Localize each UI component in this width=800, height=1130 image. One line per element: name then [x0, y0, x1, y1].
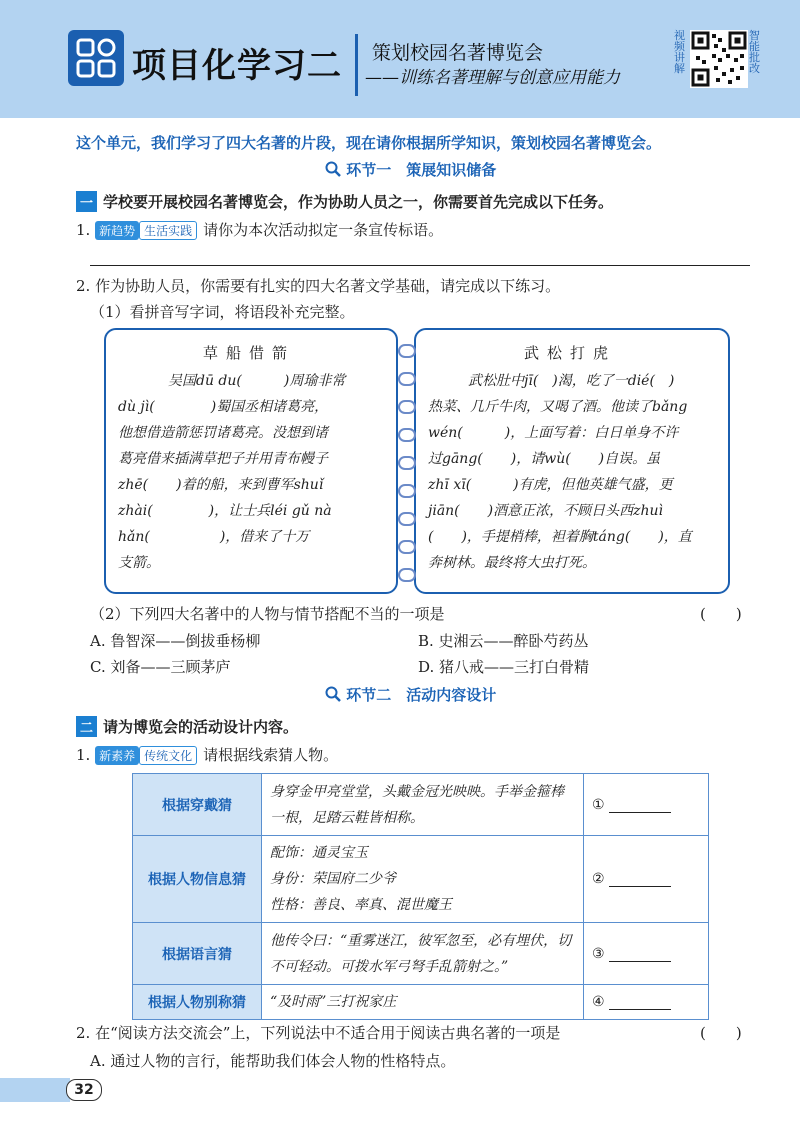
answer-number: ③	[592, 945, 605, 962]
card-left-line: zhài( )，让士兵léi gǔ nà	[118, 503, 332, 519]
card-right-line: wén( )，上面写着：白日单身不许	[428, 425, 679, 441]
card-left-line: 葛亮借来插满草把子并用青布幔子	[118, 451, 328, 467]
question-2-2-answer-paren[interactable]: ( )	[700, 605, 742, 623]
answer-line[interactable]	[609, 947, 671, 962]
card-left-line: 吴国dū du( )周瑜非常	[168, 373, 346, 389]
card-left-line: 支箭。	[118, 555, 160, 571]
binder-ring-icon	[398, 428, 416, 442]
row-label: 根据穿戴猜	[133, 774, 262, 836]
qr-label-grading: 智能批改	[749, 29, 760, 75]
part2-badge: 二	[76, 716, 97, 737]
binder-ring-icon	[398, 344, 416, 358]
card-right-line: ( )，手提梢棒，袒着胸táng( )，直	[428, 529, 692, 545]
card-left-body	[118, 368, 390, 576]
part2-instruction	[76, 716, 298, 737]
card-left-line: dù jì( )蜀国丞相诸葛亮，	[118, 399, 329, 415]
row-clue: 他传令曰：“重雾迷江，彼军忽至，必有埋伏，切不可轻动。可拨水军弓弩手乱箭射之。”	[262, 923, 584, 985]
row-label: 根据人物信息猜	[133, 836, 262, 923]
page-title: 项目化学习二	[132, 46, 342, 86]
option-d[interactable]: D. 猪八戒——三打白骨精	[418, 658, 590, 676]
stage2-option-a[interactable]: A. 通过人物的言行，能帮助我们体会人物的性格特点。	[90, 1052, 456, 1070]
header-subtitle: 策划校园名著博览会	[372, 42, 544, 64]
answer-cell[interactable]	[584, 774, 709, 836]
qr-label-video: 视频讲解	[674, 29, 685, 75]
answer-number: ①	[592, 796, 605, 813]
header-divider	[355, 34, 358, 96]
answer-number: ④	[592, 994, 605, 1010]
binder-ring-icon	[398, 400, 416, 414]
guess-character-table	[132, 773, 709, 1020]
qr-code-icon[interactable]	[690, 30, 748, 88]
option-c[interactable]: C. 刘备——三顾茅庐	[90, 658, 231, 676]
answer-line[interactable]	[609, 872, 671, 887]
part1-instruction	[76, 191, 613, 212]
option-b[interactable]: B. 史湘云——醉卧芍药丛	[418, 632, 589, 650]
stage2-title: 环节二 活动内容设计	[346, 686, 497, 704]
stage1-title: 环节一 策展知识储备	[346, 161, 497, 179]
card-left-title: 草船借箭	[202, 344, 295, 362]
stage2-question-1-text: 请根据线索猜人物。	[203, 746, 339, 764]
trend-tag: 新趋势	[95, 221, 139, 240]
binder-ring-icon	[398, 456, 416, 470]
stage2-question-2-text: 2. 在“阅读方法交流会”上，下列说法中不适合用于阅读古典名著的一项是	[76, 1024, 561, 1042]
row-clue: 身穿金甲亮堂堂，头戴金冠光映映。手举金箍棒一根，足踏云鞋皆相称。	[262, 774, 584, 836]
stage2-question-1-number: 1.	[76, 746, 91, 764]
unit-intro: 这个单元，我们学习了四大名著的片段，现在请你根据所学知识，策划校园名著博览会。	[76, 134, 662, 152]
part1-badge: 一	[76, 191, 97, 212]
answer-line[interactable]	[609, 995, 671, 1010]
page-tab	[0, 1078, 70, 1102]
question-1-text: 请你为本次活动拟定一条宣传标语。	[203, 221, 444, 239]
answer-cell[interactable]	[584, 923, 709, 985]
card-right-line: 武松肚中jī( )渴，吃了一dié( )	[468, 373, 675, 389]
part2-text: 请为博览会的活动设计内容。	[103, 718, 299, 736]
question-2-1-text: （1）看拼音写字词，将语段补充完整。	[90, 303, 355, 321]
binder-ring-icon	[398, 484, 416, 498]
row-label: 根据语言猜	[133, 923, 262, 985]
card-left-line: zhē( )着的船，来到曹军shuǐ	[118, 477, 324, 493]
binder-ring-icon	[398, 568, 416, 582]
table-row	[133, 923, 709, 985]
row-label: 根据人物别称猜	[133, 985, 262, 1020]
culture-tag: 传统文化	[139, 746, 197, 765]
card-right-line: 奔树林。最终将大虫打死。	[428, 555, 596, 571]
answer-cell[interactable]	[584, 836, 709, 923]
answer-number: ②	[592, 871, 605, 887]
table-row	[133, 774, 709, 836]
card-right-line: zhī xī( )有虎，但他英雄气盛，更	[428, 477, 673, 493]
row-clue: “及时雨”三打祝家庄	[262, 985, 584, 1020]
stage2-question-2-answer-paren[interactable]: ( )	[700, 1024, 742, 1042]
practice-tag: 生活实践	[139, 221, 197, 240]
binder-ring-icon	[398, 372, 416, 386]
question-2-text: 2. 作为协助人员，你需要有扎实的四大名著文学基础，请完成以下练习。	[76, 277, 561, 295]
stage2-heading	[325, 684, 496, 705]
magnifier-icon	[325, 161, 346, 179]
answer-line[interactable]	[609, 798, 671, 813]
card-left-line: hǎn( )，借来了十万	[118, 529, 310, 545]
grid-logo-icon	[68, 30, 124, 86]
binder-ring-icon	[398, 540, 416, 554]
card-left-line: 他想借造箭惩罚诸葛亮。没想到诸	[118, 425, 328, 441]
question-1-number: 1.	[76, 221, 91, 239]
stage1-heading	[325, 159, 496, 180]
header-tagline: ——训练名著理解与创意应用能力	[365, 68, 620, 88]
slogan-answer-line[interactable]	[90, 265, 750, 266]
option-a[interactable]: A. 鲁智深——倒拔垂杨柳	[90, 632, 261, 650]
card-right-line: jiān( )酒意正浓，不顾日头西zhuì	[428, 503, 663, 519]
card-right-body	[428, 368, 724, 576]
table-row	[133, 985, 709, 1020]
card-right-title: 武松打虎	[523, 344, 616, 362]
table-row	[133, 836, 709, 923]
question-1	[76, 219, 443, 240]
page-number: 32	[66, 1079, 102, 1101]
part1-text: 学校要开展校园名著博览会，作为协助人员之一，你需要首先完成以下任务。	[103, 193, 614, 211]
answer-cell[interactable]	[584, 985, 709, 1020]
row-clue: 配饰：通灵宝玉 身份：荣国府二少爷 性格：善良、率真、混世魔王	[262, 836, 584, 923]
card-right-line: 过gāng( )，请wù( )自误。虽	[428, 451, 661, 467]
stage2-question-1	[76, 744, 338, 765]
question-2-2-text: （2）下列四大名著中的人物与情节搭配不当的一项是	[90, 605, 445, 623]
literacy-tag: 新素养	[95, 746, 139, 765]
binder-ring-icon	[398, 512, 416, 526]
card-right-line: 热菜、几斤牛肉，又喝了酒。他读了bǎng	[428, 399, 688, 415]
magnifier-icon	[325, 686, 346, 704]
